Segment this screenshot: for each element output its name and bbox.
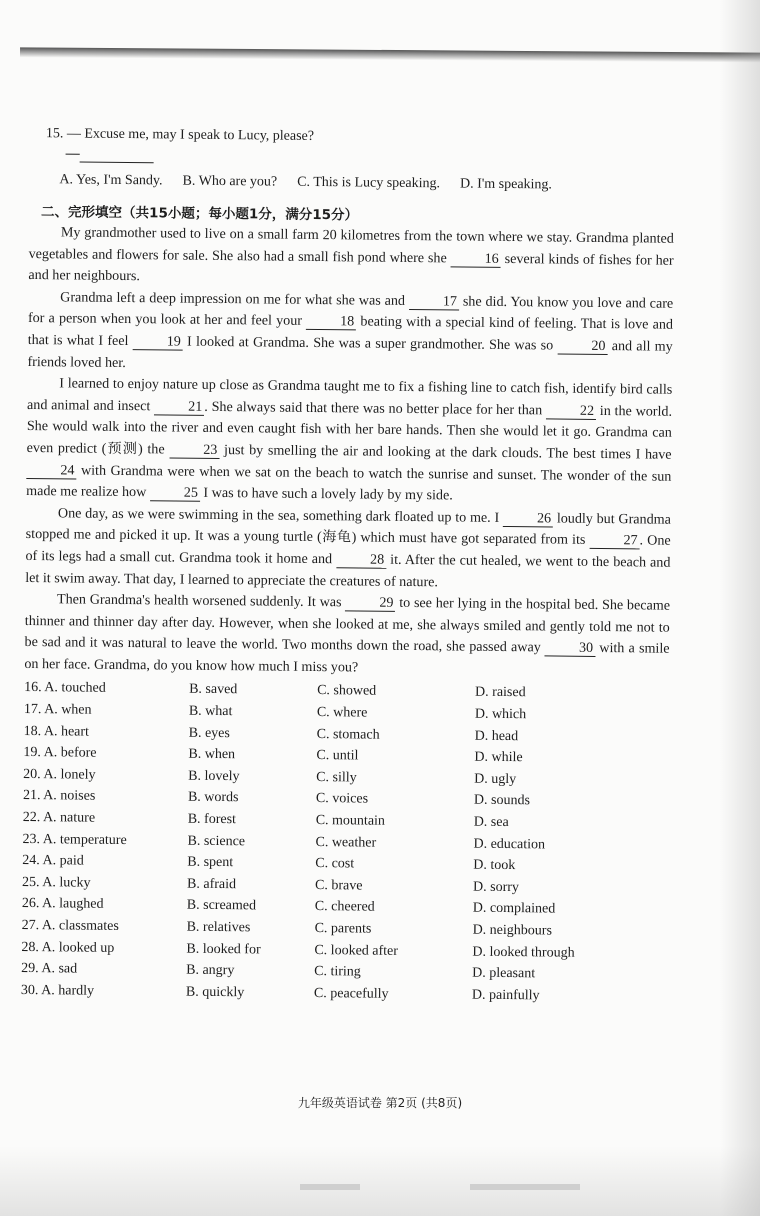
option: 26. A. laughed — [21, 896, 104, 913]
option: B. angry — [186, 962, 235, 979]
option: D. head — [474, 728, 519, 744]
scan-smudge — [300, 1184, 360, 1190]
option: D. sorry — [472, 879, 520, 895]
option: 24. A. paid — [22, 853, 84, 869]
option: C. where — [316, 705, 368, 721]
text: in the world. She would walk into the river and even caught fish with her bare hands. Then she would let it go. Grandma can even predict (预测) the — [26, 402, 673, 458]
text: Grandma left a deep impression on me for what she was and — [60, 289, 406, 309]
option: B. when — [188, 746, 236, 763]
option: C. weather — [315, 834, 377, 851]
option: B. screamed — [186, 898, 257, 914]
option-c: C. This is Lucy speaking. — [297, 174, 441, 192]
blank-23: 23 — [169, 442, 219, 459]
text: several kinds of fishes for her and her neighbours. — [28, 250, 674, 285]
option: B. looked for — [186, 941, 261, 958]
option: B. words — [187, 790, 239, 806]
reply-dash: — — [65, 146, 80, 162]
option: B. forest — [187, 811, 237, 828]
scan-bottom-edge — [0, 1146, 760, 1216]
exam-content — [21, 126, 675, 1008]
answer-options — [21, 677, 669, 1008]
question-15-reply — [66, 146, 675, 168]
option: 19. A. before — [23, 745, 97, 761]
option: B. science — [187, 833, 246, 849]
blank-29: 29 — [345, 595, 395, 612]
page-footer: 九年级英语试卷 第2页 (共8页) — [297, 1096, 463, 1110]
paragraph-2 — [27, 287, 673, 380]
option: D. pleasant — [472, 965, 536, 982]
blank-22: 22 — [546, 403, 596, 420]
option: B. relatives — [186, 919, 251, 936]
option: 23. A. temperature — [22, 831, 127, 848]
option: C. cost — [315, 856, 355, 872]
option: D. raised — [475, 685, 526, 701]
option-d: D. I'm speaking. — [459, 176, 553, 193]
option: 16. A. touched — [24, 680, 106, 697]
option: C. looked after — [314, 942, 399, 959]
text: One day, as we were swimming in the sea, something dark floated up to me. I — [57, 505, 500, 526]
option: 22. A. nature — [22, 809, 96, 826]
blank-16: 16 — [451, 251, 501, 268]
blank-25: 25 — [150, 485, 200, 502]
paragraph-5 — [24, 589, 670, 682]
blank-28: 28 — [336, 552, 386, 569]
option: 18. A. heart — [23, 723, 90, 740]
text: I looked at Grandma. She was a super grandmother. She was so — [186, 333, 554, 354]
option: B. saved — [189, 682, 238, 698]
text: I was to have such a lovely lady by my side. — [203, 484, 453, 504]
option: C. peacefully — [313, 985, 389, 1002]
question-15-options — [59, 172, 674, 194]
option: 28. A. looked up — [21, 939, 115, 956]
option: C. tiring — [314, 964, 361, 980]
scan-smudge — [470, 1184, 580, 1190]
option: D. neighbours — [472, 922, 553, 939]
option: 17. A. when — [23, 702, 92, 718]
option: B. lovely — [188, 768, 240, 785]
option: B. spent — [187, 854, 234, 871]
blank-18: 18 — [306, 314, 356, 331]
text: with a smile on her face. Grandma, do you know how much I miss you? — [24, 640, 670, 676]
text: just by smelling the air and looking at the dark clouds. The best times I have — [224, 441, 672, 463]
blank-30: 30 — [545, 641, 595, 658]
option: D. looked through — [472, 944, 575, 961]
text: to see her lying in the hospital bed. She became thinner and thinner day after day. However, when she looked at me, she always smiled and gently told me not to be sad and it was natural to leave the world. Two months down the road, she passed away — [24, 594, 671, 656]
option: C. parents — [314, 921, 372, 937]
option: C. voices — [315, 791, 369, 808]
text: . She always said that there was no better place for her than — [204, 398, 543, 419]
option: D. while — [474, 749, 523, 766]
question-15-stem: 15. — Excuse me, may I speak to Lucy, please? — [45, 126, 315, 144]
text: she did. You know you love and care for a person when you look at her and feel your — [27, 293, 674, 330]
option: D. education — [473, 836, 546, 853]
option: 27. A. classmates — [21, 917, 119, 934]
option: 25. A. lucky — [22, 874, 91, 891]
option: C. stomach — [316, 726, 380, 743]
option: B. what — [188, 703, 233, 720]
option: B. afraid — [186, 876, 237, 893]
blank-21: 21 — [154, 399, 204, 416]
option: C. until — [316, 748, 359, 764]
answer-blank — [80, 148, 154, 164]
option: C. showed — [317, 683, 377, 700]
paragraph-4 — [25, 503, 671, 596]
option: D. painfully — [471, 987, 540, 1004]
section-title: 二、完形填空（共15小题；每小题1分，满分15分） — [41, 204, 359, 224]
option: D. which — [474, 706, 527, 723]
option: C. cheered — [314, 899, 375, 916]
blank-26: 26 — [503, 511, 553, 528]
text: it. After the cut healed, we went to the beach and let it swim away. That day, I learned to appreciate the creatures of nature. — [25, 551, 671, 590]
text: loudly but Grandma stopped me and picked it up. It was a young turtle (海龟) which must have got separated from its — [25, 510, 671, 549]
scan-top-edge — [20, 47, 760, 62]
option: 21. A. noises — [22, 788, 96, 805]
option: D. sounds — [473, 793, 531, 809]
option-b: B. Who are you? — [182, 173, 278, 190]
blank-17: 17 — [409, 294, 459, 311]
option: D. ugly — [474, 771, 517, 787]
option-a: A. Yes, I'm Sandy. — [59, 172, 163, 189]
option: D. sea — [473, 814, 509, 831]
text: I learned to enjoy nature up close as Grandma taught me to fix a fishing line to catch fish, identify bird calls and animal and insect — [26, 375, 673, 415]
blank-24: 24 — [26, 463, 76, 480]
scan-right-edge — [720, 0, 760, 1216]
blank-27: 27 — [589, 533, 639, 550]
option: C. brave — [314, 877, 363, 894]
option: C. mountain — [315, 813, 386, 829]
blank-20: 20 — [557, 339, 607, 356]
option: 30. A. hardly — [20, 982, 95, 999]
text: Then Grandma's health worsened suddenly. It was — [56, 591, 342, 611]
option: B. eyes — [188, 725, 230, 741]
paragraph-1 — [28, 222, 674, 294]
option: D. took — [473, 857, 516, 874]
blank-19: 19 — [133, 334, 183, 351]
option: D. complained — [472, 901, 556, 917]
option: C. silly — [316, 769, 357, 786]
text: beating with a special kind of feeling. That is love and that is what I feel — [27, 313, 674, 350]
text: and all my friends loved her. — [27, 338, 673, 371]
option: 29. A. sad — [21, 961, 78, 977]
text: My grandmother used to live on a small farm 20 kilometres from the town where we stay. Grandma planted vegetables and flowers for sale. She also had a small fish pond where she — [28, 224, 674, 266]
option: B. quickly — [185, 984, 245, 1001]
cloze-passage — [24, 222, 674, 682]
text: . One of its legs had a small cut. Grandma took it home and — [25, 532, 671, 568]
option: 20. A. lonely — [23, 766, 96, 783]
paragraph-3 — [26, 373, 672, 509]
text: with Grandma were when we sat on the beach to watch the sunrise and sunset. The wonder of the sun made me realize how — [26, 462, 672, 501]
